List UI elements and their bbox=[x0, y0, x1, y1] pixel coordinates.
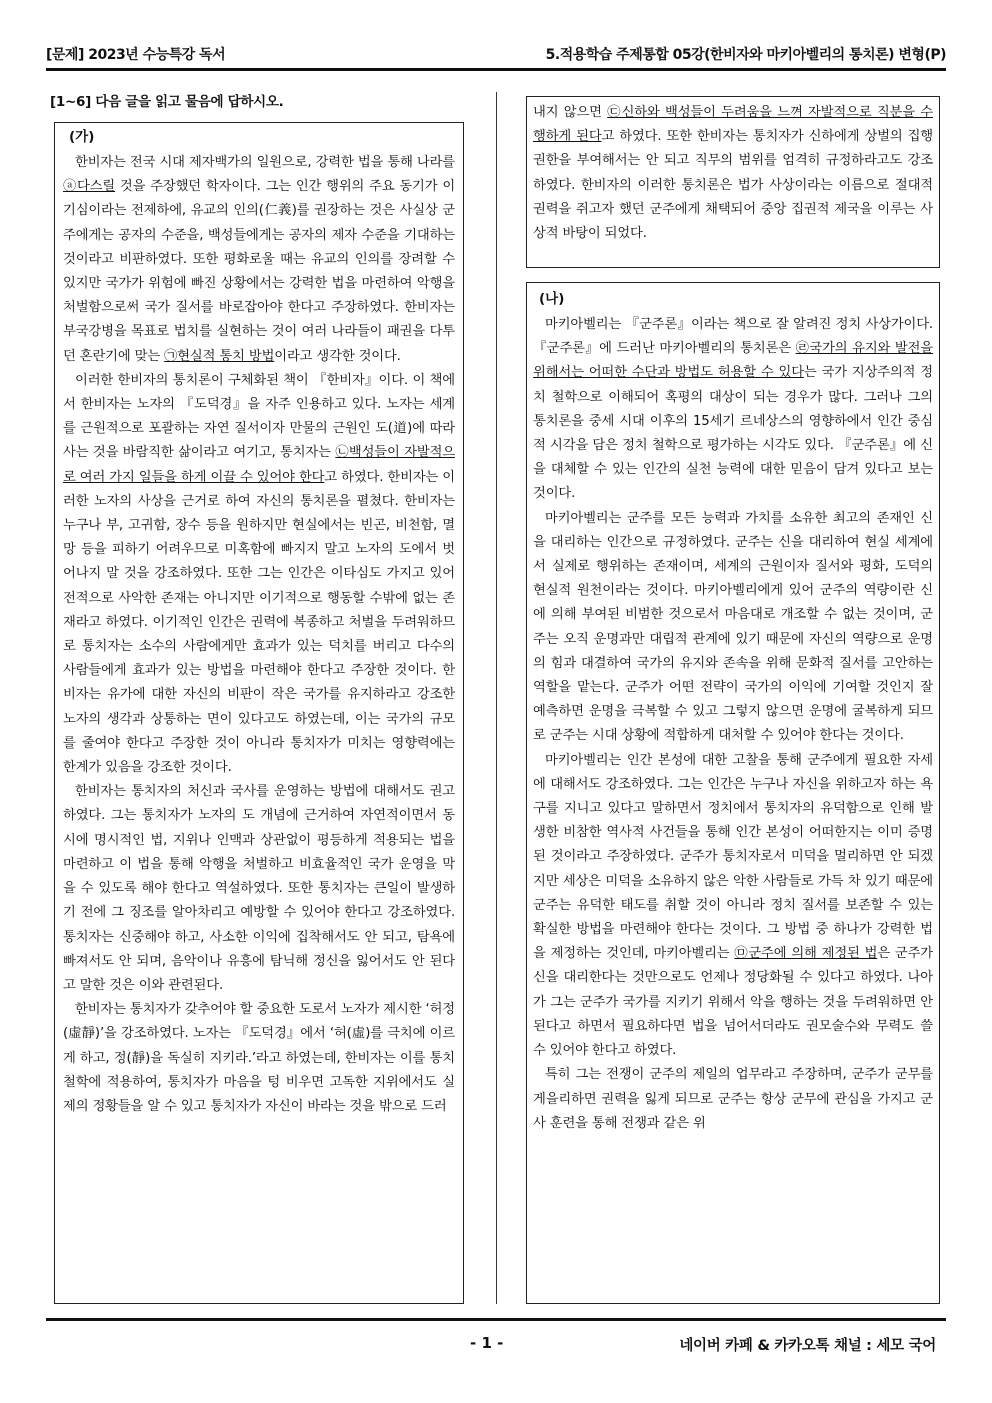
paragraph: 마키아벨리는 인간 본성에 대한 고찰을 통해 군주에게 필요한 자세에 대해서도 강조하였다. 그는 인간은 누구나 자신을 위하고자 하는 욕구를 지니고 있다고 말하면서 정치에서 통치자의 유덕함으로 인해 발생한 비참한 역사적 사건들을 통해 인간 본성이 어떠한지는 이미 증명된 것이라고 주장하였다. 군주가 통치자로서 미덕을 멀리하면 안 되겠지만 세상은 미덕을 소유하지 않은 악한 사람들로 가득 차 있기 때문에 군주는 유덕한 태도를 취할 것이 아니라 정치 질서를 보존할 수 있는 확실한 방법을 마련해야 한다는 것이다. 그 방법 중 하나가 강력한 법을 제정하는 것인데, 마키아벨리는 ㉤군주에 의해 제정된 법은 군주가 신을 대리한다는 것만으로도 언제나 정당화될 수 있다고 하였다. 나아가 그는 군주가 국가를 지키기 위해서 악을 행하는 것을 두려워하면 안 된다고 하면서 필요하다면 법을 넘어서더라도 권모술수와 무력도 쓸 수 있어야 한다고 하였다. bbox=[533, 752, 933, 1059]
column-divider bbox=[496, 92, 497, 1304]
paragraph: 마키아벨리는 군주를 모든 능력과 가치를 소유한 최고의 존재인 신을 대리하는 인간으로 규정하였다. 군주는 신을 대리하여 현실 세계에서 실제로 행위하는 존재이며, 세계의 근원이자 질서와 평화, 도덕의 현실적 원천이라는 것이다. 마키아벨리에게 있어 군주의 역량이란 신에 의해 부여된 비범한 것으로서 마음대로 개조할 수 없는 것이며, 군주는 오직 운명과만 대립적 관계에 있기 때문에 자신의 역량으로 운명의 힘과 대결하여 국가의 유지와 존속을 위해 문화적 질서를 고안하는 역할을 맡는다. 군주가 어떤 전략이 국가의 이익에 기여할 것인지 잘 예측하면 운명을 극복할 수 있고 그렇지 않으면 운명에 굴복하게 되므로 군주는 시대 상황에 적합하게 대처할 수 있어야 한다는 것이다. bbox=[533, 510, 933, 744]
footer-source: 네이버 카페 & 카카오톡 채널 : 세모 국어 bbox=[679, 1338, 936, 1354]
page-header bbox=[46, 40, 946, 64]
underlined-term-5: ㉤군주에 의해 제정된 법 bbox=[734, 946, 878, 962]
header-right: 5.적용학습 주제통합 05강(한비자와 마키아벨리의 통치론) 변형(P) bbox=[545, 47, 946, 63]
passage-ga-box bbox=[54, 122, 464, 1304]
underlined-term-3: ㉢신하와 백성들이 두려움을 느껴 자발적으로 직분을 수행하게 된다 bbox=[533, 105, 933, 145]
passage-ga-continued-box bbox=[526, 96, 940, 268]
underlined-term-2: ㉡백성들이 자발적으로 여러 가지 일들을 하게 이끌 수 있어야 한다 bbox=[63, 445, 455, 485]
paragraph: 마키아벨리는 『군주론』이라는 책으로 잘 알려진 정치 사상가이다. 『군주론』에 드러난 마키아벨리의 통치론은 ㉣국가의 유지와 발전을 위해서는 어떠한 수단과 방법도 허용할 수 있다는 국가 지상주의적 정치 철학으로 이해되어 혹평의 대상이 되는 경우가 많다. 그러나 그의 통치론을 중세 시대 이후의 15세기 르네상스의 영향하에서 인간 중심적 시각을 담은 정치 철학으로 평가하는 시각도 있다. 『군주론』에 신을 대체할 수 있는 인간의 실천 능력에 대한 믿음이 담겨 있다고 보는 것이다. bbox=[533, 317, 933, 502]
paragraph: 한비자는 전국 시대 제자백가의 일원으로, 강력한 법을 통해 나라를 ⓐ다스릴 것을 주장했던 학자이다. 그는 인간 행위의 주요 동기가 이기심이라는 전제하에, 유교의 인의(仁義)를 권장하는 것은 사실상 군주에게는 공자의 수준을, 백성들에게는 공자의 제자 수준을 기대하는 것이라고 비판하였다. 또한 평화로울 때는 유교의 인의를 장려할 수 있지만 국가가 위험에 빠진 상황에서는 강력한 법을 마련하여 악행을 처벌함으로써 국가 질서를 바로잡아야 한다고 주장하였다. 한비자는 부국강병을 목표로 법치를 실현하는 것이 여러 나라들이 패권을 다투던 혼란기에 맞는 ㉠현실적 통치 방법이라고 생각한 것이다. bbox=[63, 155, 456, 364]
question-instruction: [1~6] 다음 글을 읽고 물음에 답하시오. bbox=[50, 94, 284, 110]
underlined-term-4: ㉣국가의 유지와 발전을 위해서는 어떠한 수단과 방법도 허용할 수 있다 bbox=[533, 341, 933, 381]
underlined-term-a: ⓐ다스릴 bbox=[63, 179, 116, 195]
passage-na-box bbox=[526, 282, 940, 1304]
top-rule bbox=[46, 68, 946, 71]
header-left: [문제] 2023년 수능특강 독서 bbox=[46, 47, 226, 63]
paragraph: 특히 그는 전쟁이 군주의 제일의 업무라고 주장하며, 군주가 군무를 게을리하면 권력을 잃게 되므로 군주는 항상 군무에 관심을 가지고 군사 훈련을 통해 전쟁과 같은 위 bbox=[533, 1067, 933, 1131]
section-label-ga: (가) bbox=[69, 129, 95, 145]
underlined-term-1: ㉠현실적 통치 방법 bbox=[164, 348, 275, 364]
section-label-na: (나) bbox=[539, 291, 565, 307]
paragraph: 내지 않으면 ㉢신하와 백성들이 두려움을 느껴 자발적으로 직분을 수행하게 된다고 하였다. 또한 한비자는 통치자가 신하에게 상벌의 집행 권한을 부여해서는 안 되고 직무의 범위를 엄격히 규정하라고도 강조하였다. 한비자의 이러한 통치론은 법가 사상이라는 이름으로 절대적 권력을 쥐고자 했던 군주에게 채택되어 중앙 집권적 제국을 이루는 사상적 바탕이 되었다. bbox=[533, 105, 933, 242]
paragraph: 이러한 한비자의 통치론이 구체화된 책이 『한비자』이다. 이 책에서 한비자는 노자의 『도덕경』을 자주 인용하고 있다. 노자는 세계를 근원적으로 포괄하는 자연 질서이자 만물의 근원인 도(道)에 따라 사는 것을 바람직한 삶이라고 여기고, 통치자는 ㉡백성들이 자발적으로 여러 가지 일들을 하게 이끌 수 있어야 한다고 하였다. 한비자는 이러한 노자의 사상을 근거로 하여 자신의 통치론을 펼쳤다. 한비자는 누구나 부, 고귀함, 장수 등을 원하지만 현실에서는 빈곤, 비천함, 멸망 등을 피하기 어려우므로 미혹함에 빠지지 말고 노자의 도에서 벗어나지 말 것을 강조하였다. 또한 그는 인간은 이타심도 가지고 있어 전적으로 사악한 존재는 아니지만 이기적으로 행동할 수밖에 없는 존재라고 하였다. 이기적인 인간은 권력에 복종하고 처벌을 두려워하므로 통치자는 소수의 사람에게만 효과가 있는 덕치를 버리고 다수의 사람들에게 효과가 있는 방법을 마련해야 한다고 주장한 것이다. 한비자는 유가에 대한 자신의 비판이 작은 국가를 유지하라고 강조한 노자의 생각과 상통하는 면이 있다고도 하였는데, 이는 국가의 규모를 줄여야 한다고 주장한 것이 아니라 통치자가 미치는 영향력에는 한계가 있음을 강조한 것이다. bbox=[63, 372, 456, 776]
paragraph: 한비자는 통치자가 갖추어야 할 중요한 도로서 노자가 제시한 ‘허정(虛靜)’을 강조하였다. 노자는 『도덕경』에서 ‘허(虛)를 극치에 이르게 하고, 정(靜)을 독실히 지키라.’라고 하였는데, 한비자는 이를 통치 철학에 적용하여, 통치자가 마음을 텅 비우면 고독한 지위에서도 실제의 정황들을 알 수 있고 통치자가 자신이 바라는 것을 밖으로 드러 bbox=[63, 1002, 455, 1114]
paragraph: 한비자는 통치자의 처신과 국사를 운영하는 방법에 대해서도 권고하였다. 그는 통치자가 노자의 도 개념에 근거하여 자연적이면서 동시에 명시적인 법, 지위나 인맥과 상관없이 평등하게 적용되는 법을 마련하고 이 법을 통해 악행을 처벌하고 비효율적인 국가 운영을 막을 수 있도록 해야 한다고 역설하였다. 또한 통치자는 큰일이 발생하기 전에 그 징조를 알아차리고 예방할 수 있어야 한다고 강조하였다. 통치자는 신중해야 하고, 사소한 이익에 집착해서도 안 되고, 탐욕에 빠져서도 안 되며, 음악이나 유흥에 탐닉해 정신을 잃어서도 안 된다고 말한 것은 이와 관련된다. bbox=[63, 784, 455, 993]
page-number: - 1 - bbox=[470, 1334, 504, 1352]
bottom-rule bbox=[46, 1318, 946, 1321]
